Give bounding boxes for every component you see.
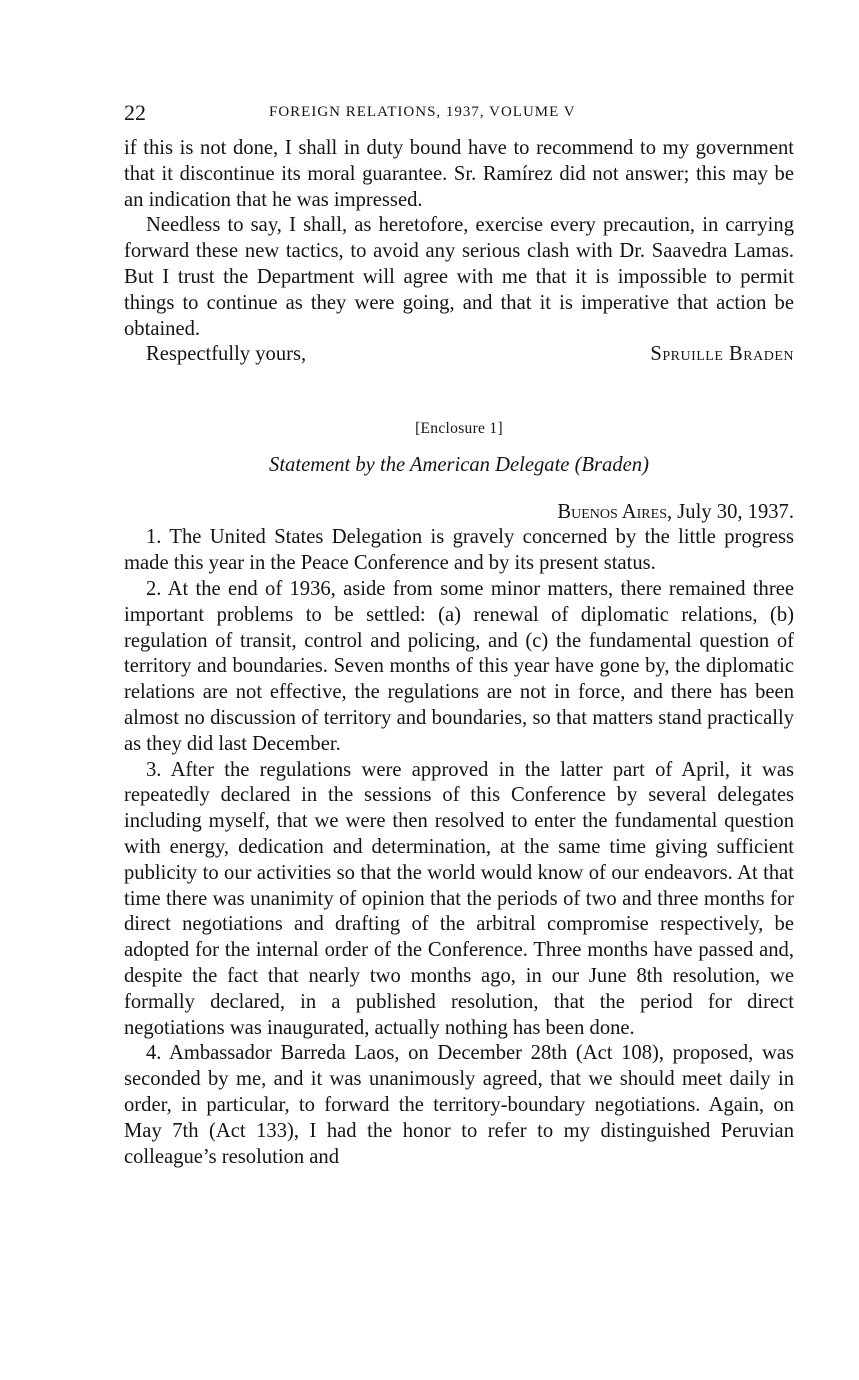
numbered-paragraph-4: 4. Ambassador Barreda Laos, on December 28th (Act 108), proposed, was seconded by me, and it was unanimously agreed, that we should meet daily in order, in particular, to forward the territory-boundary negotiations. Again, on May 7th (Act 133), I had the honor to refer to my distinguished Peruvian colleague’s resolution and [124, 1042, 794, 1168]
running-header [124, 96, 794, 136]
dateline-place: Buenos Aires, [557, 501, 673, 524]
page-number: 22 [124, 100, 146, 125]
letter-closing [124, 342, 794, 368]
document-page [124, 96, 794, 1170]
closing-phrase: Respectfully yours, [146, 343, 307, 366]
enclosure-heading: Statement by the American Delegate (Braden) [269, 454, 649, 477]
numbered-paragraph-3: 3. After the regulations were approved in the latter part of April, it was repeatedly declared in the sessions of this Conference by several delegates including myself, that we were then resolved to enter the fundamental question with energy, dedication and determination, at the same time giving sufficient publicity to our activities so that the world would know of our endeavors. At that time there was unanimity of opinion that the periods of two and three months for direct negotiations and drafting of the arbitral compromise respectively, be adopted for the internal order of the Conference. Three months have passed and, despite the fact that nearly two months ago, in our June 8th resolution, we formally declared, in a published resolution, that the period for direct negotiations was inaugurated, actually nothing has been done. [124, 758, 794, 1039]
letter-paragraph-2: Needless to say, I shall, as heretofore, exercise every precaution, in carrying forward these new tactics, to avoid any serious clash with Dr. Saavedra Lamas. But I trust the Department will agree with me that it is impossible to permit things to continue as they were going, and that it is imperative that action be obtained. [124, 214, 794, 340]
dateline-date: July 30, 1937. [672, 501, 794, 524]
dateline [124, 499, 794, 525]
enclosure-label: [Enclosure 1] [415, 420, 503, 438]
running-title: FOREIGN RELATIONS, 1937, VOLUME V [269, 104, 576, 120]
letter-paragraph-continued: if this is not done, I shall in duty bound have to recommend to my government that it discontinue its moral guarantee. Sr. Ramírez did not answer; this may be an indication that he was impressed. [124, 137, 794, 211]
numbered-paragraph-2: 2. At the end of 1936, aside from some minor matters, there remained three important problems to be settled: (a) renewal of diplomatic relations, (b) regulation of transit, control and policing, and (c) the fundamental question of territory and boundaries. Seven months of this year have gone by, the diplomatic relations are not effective, the regulations are not in force, and there has been almost no discussion of territory and boundaries, so that matters stand practically as they did last December. [124, 577, 794, 755]
signature: Spruille Braden [650, 343, 794, 366]
numbered-paragraph-1: 1. The United States Delegation is gravely concerned by the little progress made this year in the Peace Conference and by its present status. [124, 526, 794, 575]
